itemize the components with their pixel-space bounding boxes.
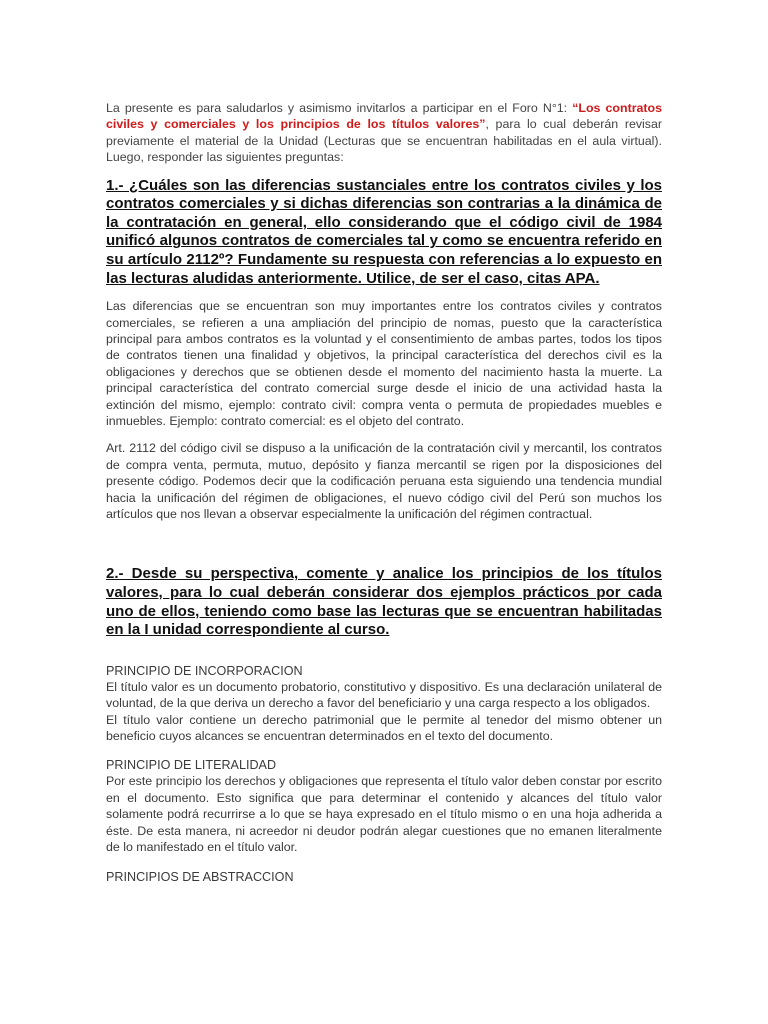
answer-1-paragraph-2: Art. 2112 del código civil se dispuso a la unificación de la contratación civil y mercantil, los contratos de compra venta, permuta, mutuo, depósito y fianza mercantil se rigen por la disposiciones del presente código. Podemos decir que la codificación peruana esta siguiendo una tendencia mundial hacia la unificación del régimen de obligaciones, el nuevo código civil del Perú son muchos los artículos que nos llevan a observar especialmente la unificación del régimen contractual. [106, 441, 662, 522]
incorporacion-paragraph-2: El título valor contiene un derecho patrimonial que le permite al tenedor del mismo obtener un beneficio cuyos alcances se encuentran determinados en el texto del documento. [106, 712, 662, 744]
section-heading-literalidad: PRINCIPIO DE LITERALIDAD [106, 758, 277, 773]
intro-paragraph [106, 100, 662, 166]
question-2: 2.- Desde su perspectiva, comente y analice los principios de los títulos valores, para lo cual deberán considerar dos ejemplos prácticos por cada uno de ellos, teniendo como base las lecturas que se encuentran habilitadas en la I unidad correspondiente al curso. [106, 565, 662, 639]
literalidad-paragraph: Por este principio los derechos y obligaciones que representa el título valor deben constar por escrito en el documento. Esto significa que para determinar el contenido y alcances del título valor solamente podrá recurrirse a lo que se haya expresado en el título mismo o en una hoja adherida a éste. De esta manera, ni acreedor ni deudor podrán alegar cuestiones que no emanen literalmente de lo manifestado en el título valor. [106, 774, 662, 855]
forum-title: “Los contratos civiles y comerciales y los principios de los títulos valores” [106, 101, 662, 132]
section-heading-incorporacion: PRINCIPIO DE INCORPORACION [106, 663, 303, 678]
intro-text: La presente es para saludarlos y asimismo invitarlos a participar en el Foro N°1: [106, 101, 573, 115]
question-1: 1.- ¿Cuáles son las diferencias sustanciales entre los contratos civiles y los contratos comerciales y si dichas diferencias son contrarias a la dinámica de la contratación en general, ello considerando que el código civil de 1984 unificó algunos contratos de comerciales tal y como se encuentra referido en su artículo 2112º? Fundamente su respuesta con referencias a lo expuesto en las lecturas aludidas anteriormente. Utilice, de ser el caso, citas APA. [106, 176, 662, 287]
document-content [106, 100, 662, 885]
section-heading-abstraccion: PRINCIPIOS DE ABSTRACCION [106, 869, 294, 884]
answer-1-paragraph-1: Las diferencias que se encuentran son muy importantes entre los contratos civiles y contratos comerciales, se refieren a una ampliación del principio de nomas, puesto que la característica principal para ambos contratos es la voluntad y el consentimiento de ambas partes, todos los tipos de contratos tienen una finalidad y objetivos, la principal característica del derechos civil es la obligaciones y derechos que se obtienen desde el momento del nacimiento hasta la muerte. La principal característica del contrato comercial surge desde el inicio de una actividad hasta la extinción del mismo, ejemplo: contrato civil: compra venta o permuta de propiedades muebles e inmuebles. Ejemplo: contrato comercial: es el objeto del contrato. [106, 299, 662, 429]
incorporacion-paragraph-1: El título valor es un documento probatorio, constitutivo y dispositivo. Es una declaración unilateral de voluntad, de la que deriva un derecho a favor del beneficiario y una carga respecto a los obligados. [106, 679, 662, 711]
intro-text-continued: , para lo cual deberán revisar previamente el material de la Unidad (Lecturas que se encuentran habilitadas en el aula virtual). Luego, responder las siguientes preguntas: [106, 117, 662, 165]
